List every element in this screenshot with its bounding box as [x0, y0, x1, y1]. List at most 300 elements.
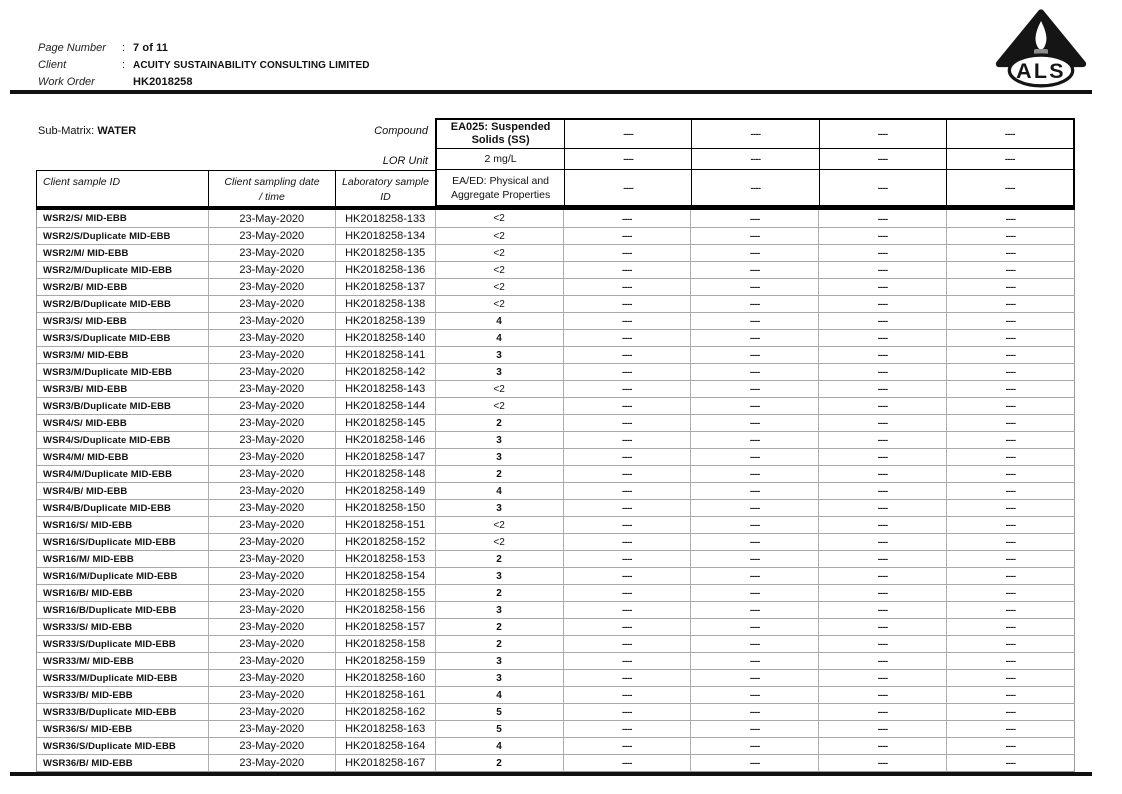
lor-unit-label: LOR Unit: [382, 155, 428, 167]
client-sample-id: WSR3/S/ MID-EBB: [37, 313, 209, 329]
sampling-date: 23-May-2020: [209, 551, 336, 567]
empty-result: ----: [819, 500, 947, 516]
empty-result: ----: [947, 500, 1075, 516]
empty-result: ----: [947, 534, 1075, 550]
sampling-date: 23-May-2020: [209, 500, 336, 516]
client-sample-id: WSR4/B/ MID-EBB: [37, 483, 209, 499]
sub-matrix-label: Sub-Matrix:: [38, 125, 95, 137]
lab-sample-id: HK2018258-167: [336, 755, 436, 771]
empty-result: ----: [691, 585, 819, 601]
empty-result: ----: [691, 517, 819, 533]
client-label: Client: [38, 59, 67, 71]
lab-sample-id: HK2018258-153: [336, 551, 436, 567]
svg-text:ALS: ALS: [1016, 58, 1066, 83]
empty-result: ----: [691, 466, 819, 482]
work-order-value: HK2018258: [133, 76, 193, 88]
lab-sample-id: HK2018258-158: [336, 636, 436, 652]
client-value: ACUITY SUSTAINABILITY CONSULTING LIMITED: [133, 60, 370, 71]
empty-result: ----: [564, 415, 692, 431]
empty-result: ----: [947, 313, 1075, 329]
empty-result: ----: [691, 704, 819, 720]
compound-label: Compound: [374, 125, 428, 137]
sampling-date: 23-May-2020: [209, 738, 336, 754]
client-sample-id: WSR2/S/ MID-EBB: [37, 210, 209, 227]
client-sample-id: WSR36/B/ MID-EBB: [37, 755, 209, 771]
empty-result: ----: [819, 755, 947, 771]
empty-result: ----: [564, 313, 692, 329]
ss-value: <2: [436, 210, 564, 227]
sampling-date: 23-May-2020: [209, 483, 336, 499]
sampling-date: 23-May-2020: [209, 721, 336, 737]
table-row: [37, 584, 1075, 601]
empty-result: ----: [819, 534, 947, 550]
sampling-date: 23-May-2020: [209, 687, 336, 703]
empty-result: ----: [691, 636, 819, 652]
empty-result: ----: [947, 398, 1075, 414]
empty-result: ----: [819, 381, 947, 397]
empty-result: ----: [564, 245, 692, 261]
empty-result: ----: [819, 228, 947, 244]
empty-result: ----: [947, 432, 1075, 448]
sampling-date: 23-May-2020: [209, 381, 336, 397]
empty-result: ----: [564, 568, 692, 584]
empty-result: ----: [947, 228, 1075, 244]
empty-result: ----: [564, 466, 692, 482]
sampling-date: 23-May-2020: [209, 415, 336, 431]
lab-sample-id: HK2018258-139: [336, 313, 436, 329]
sampling-date: 23-May-2020: [209, 568, 336, 584]
empty-result: ----: [564, 483, 692, 499]
empty-result: ----: [947, 245, 1075, 261]
header-rule: [10, 90, 1092, 94]
empty-result: ----: [819, 296, 947, 312]
lab-sample-id: HK2018258-143: [336, 381, 436, 397]
client-sample-id: WSR16/M/ MID-EBB: [37, 551, 209, 567]
page-header: [38, 40, 370, 91]
empty-result: ----: [691, 210, 819, 227]
lab-sample-id: HK2018258-135: [336, 245, 436, 261]
empty-result: ----: [819, 279, 947, 295]
empty-result: ----: [691, 279, 819, 295]
empty-result: ----: [564, 330, 692, 346]
table-row: [37, 380, 1075, 397]
empty-result: ----: [947, 653, 1075, 669]
sampling-date: 23-May-2020: [209, 432, 336, 448]
table-row: [37, 482, 1075, 499]
client-sample-id: WSR3/M/ MID-EBB: [37, 347, 209, 363]
ss-value: 2: [436, 619, 564, 635]
empty-result: ----: [691, 398, 819, 414]
sampling-date: 23-May-2020: [209, 704, 336, 720]
table-row: [37, 346, 1075, 363]
empty-result: ----: [564, 228, 692, 244]
table-row: [37, 448, 1075, 465]
empty-result: ----: [819, 398, 947, 414]
table-row: [37, 431, 1075, 448]
table-body: [36, 210, 1075, 772]
work-order-row: [38, 74, 370, 91]
empty-result: ----: [691, 687, 819, 703]
sampling-date: 23-May-2020: [209, 228, 336, 244]
client-sample-id: WSR33/S/ MID-EBB: [37, 619, 209, 635]
empty-result: ----: [819, 432, 947, 448]
empty-result: ----: [819, 738, 947, 754]
empty-result: ----: [564, 347, 692, 363]
client-sample-id: WSR33/B/ MID-EBB: [37, 687, 209, 703]
lab-sample-id: HK2018258-144: [336, 398, 436, 414]
col-client-sample-id: Client sample ID: [36, 170, 208, 207]
empty-result: ----: [691, 534, 819, 550]
ss-value: <2: [436, 534, 564, 550]
empty-result: ----: [564, 432, 692, 448]
empty-result: ----: [564, 296, 692, 312]
empty-result: ----: [947, 449, 1075, 465]
lor-unit-empty: ----: [946, 148, 1073, 169]
empty-result: ----: [564, 755, 692, 771]
sampling-date: 23-May-2020: [209, 279, 336, 295]
empty-result: ----: [564, 517, 692, 533]
empty-result: ----: [819, 687, 947, 703]
lab-sample-id: HK2018258-148: [336, 466, 436, 482]
empty-result: ----: [819, 585, 947, 601]
empty-result: ----: [564, 279, 692, 295]
empty-result: ----: [691, 551, 819, 567]
ss-value: 3: [436, 500, 564, 516]
client-sample-id: WSR4/B/Duplicate MID-EBB: [37, 500, 209, 516]
sampling-date: 23-May-2020: [209, 755, 336, 771]
empty-result: ----: [819, 210, 947, 227]
method-line1: EA/ED: Physical and: [452, 174, 550, 187]
table-row: [37, 227, 1075, 244]
client-sample-id: WSR3/B/Duplicate MID-EBB: [37, 398, 209, 414]
lor-unit-empty: ----: [819, 148, 946, 169]
empty-result: ----: [819, 619, 947, 635]
footer-rule: [10, 772, 1092, 776]
empty-result: ----: [819, 262, 947, 278]
client-sample-id: WSR4/S/ MID-EBB: [37, 415, 209, 431]
empty-result: ----: [564, 670, 692, 686]
empty-result: ----: [691, 602, 819, 618]
empty-result: ----: [691, 415, 819, 431]
sampling-date: 23-May-2020: [209, 330, 336, 346]
empty-result: ----: [691, 670, 819, 686]
ss-value: <2: [436, 398, 564, 414]
lab-sample-id: HK2018258-146: [336, 432, 436, 448]
empty-result: ----: [819, 568, 947, 584]
page-number-value: 7 of 11: [133, 42, 168, 54]
empty-result: ----: [819, 704, 947, 720]
empty-result: ----: [691, 500, 819, 516]
compound-title-line1: EA025: Suspended: [450, 121, 551, 133]
table-row: [37, 414, 1075, 431]
table-row: [37, 686, 1075, 703]
empty-result: ----: [819, 415, 947, 431]
ss-value: 3: [436, 653, 564, 669]
empty-result: ----: [947, 517, 1075, 533]
table-row: [37, 397, 1075, 414]
empty-result: ----: [947, 210, 1075, 227]
table-row: [37, 550, 1075, 567]
table-row: [37, 329, 1075, 346]
table-row: [37, 601, 1075, 618]
ss-value: <2: [436, 279, 564, 295]
client-sample-id: WSR36/S/Duplicate MID-EBB: [37, 738, 209, 754]
compound-title-empty: ----: [819, 120, 946, 148]
client-sample-id: WSR3/B/ MID-EBB: [37, 381, 209, 397]
empty-result: ----: [691, 449, 819, 465]
lab-sample-id: HK2018258-150: [336, 500, 436, 516]
empty-result: ----: [564, 381, 692, 397]
ss-value: 2: [436, 415, 564, 431]
empty-result: ----: [564, 721, 692, 737]
empty-result: ----: [564, 738, 692, 754]
client-sample-id: WSR33/M/Duplicate MID-EBB: [37, 670, 209, 686]
sampling-date: 23-May-2020: [209, 619, 336, 635]
method-line2: Aggregate Properties: [450, 188, 551, 201]
empty-result: ----: [819, 364, 947, 380]
table-row: [37, 244, 1075, 261]
ss-value: 3: [436, 568, 564, 584]
empty-result: ----: [947, 619, 1075, 635]
empty-result: ----: [691, 432, 819, 448]
lab-sample-id: HK2018258-138: [336, 296, 436, 312]
empty-result: ----: [947, 466, 1075, 482]
empty-result: ----: [564, 364, 692, 380]
empty-result: ----: [691, 653, 819, 669]
als-logo-icon: [994, 8, 1088, 90]
compound-title-empty: ----: [564, 120, 691, 148]
table-row: [37, 363, 1075, 380]
table-row: [37, 516, 1075, 533]
empty-result: ----: [947, 755, 1075, 771]
empty-result: ----: [564, 398, 692, 414]
ss-value: <2: [436, 262, 564, 278]
table-row: [37, 635, 1075, 652]
col-lab-sample-line2: ID: [380, 191, 391, 203]
method-empty: ----: [819, 169, 946, 205]
lab-sample-id: HK2018258-155: [336, 585, 436, 601]
empty-result: ----: [819, 449, 947, 465]
empty-result: ----: [947, 279, 1075, 295]
lab-sample-id: HK2018258-142: [336, 364, 436, 380]
lor-unit-empty: ----: [691, 148, 818, 169]
table-row: [37, 652, 1075, 669]
col-sampling-date-line1: Client sampling date: [224, 176, 320, 188]
table-row: [37, 312, 1075, 329]
client-sample-id: WSR2/M/ MID-EBB: [37, 245, 209, 261]
empty-result: ----: [947, 636, 1075, 652]
empty-result: ----: [947, 687, 1075, 703]
lab-sample-id: HK2018258-136: [336, 262, 436, 278]
client-sample-id: WSR4/M/Duplicate MID-EBB: [37, 466, 209, 482]
empty-result: ----: [564, 687, 692, 703]
client-sample-id: WSR16/B/ MID-EBB: [37, 585, 209, 601]
results-table: [36, 118, 1075, 772]
sampling-date: 23-May-2020: [209, 534, 336, 550]
client-sample-id: WSR3/S/Duplicate MID-EBB: [37, 330, 209, 346]
lab-sample-id: HK2018258-156: [336, 602, 436, 618]
empty-result: ----: [947, 568, 1075, 584]
ss-value: 2: [436, 585, 564, 601]
lab-sample-id: HK2018258-161: [336, 687, 436, 703]
empty-result: ----: [819, 517, 947, 533]
lab-sample-id: HK2018258-145: [336, 415, 436, 431]
compound-header-grid: [435, 118, 1075, 207]
col-sampling-date-line2: / time: [259, 191, 285, 203]
sampling-date: 23-May-2020: [209, 602, 336, 618]
ss-value: 3: [436, 602, 564, 618]
empty-result: ----: [564, 551, 692, 567]
lab-sample-id: HK2018258-140: [336, 330, 436, 346]
client-sample-id: WSR4/S/Duplicate MID-EBB: [37, 432, 209, 448]
client-row: [38, 57, 370, 74]
client-sample-id: WSR4/M/ MID-EBB: [37, 449, 209, 465]
empty-result: ----: [691, 483, 819, 499]
ss-value: 5: [436, 704, 564, 720]
lab-sample-id: HK2018258-162: [336, 704, 436, 720]
sampling-date: 23-May-2020: [209, 670, 336, 686]
lab-sample-id: HK2018258-160: [336, 670, 436, 686]
ss-value: <2: [436, 296, 564, 312]
client-sample-id: WSR16/M/Duplicate MID-EBB: [37, 568, 209, 584]
ss-value: 3: [436, 432, 564, 448]
empty-result: ----: [691, 330, 819, 346]
empty-result: ----: [564, 585, 692, 601]
ss-value: 3: [436, 449, 564, 465]
empty-result: ----: [947, 364, 1075, 380]
column-headers: [36, 170, 435, 207]
empty-result: ----: [947, 738, 1075, 754]
lab-sample-id: HK2018258-141: [336, 347, 436, 363]
empty-result: ----: [564, 449, 692, 465]
empty-result: ----: [947, 347, 1075, 363]
empty-result: ----: [691, 364, 819, 380]
page-number-label: Page Number: [38, 42, 106, 54]
empty-result: ----: [819, 653, 947, 669]
empty-result: ----: [819, 466, 947, 482]
sampling-date: 23-May-2020: [209, 653, 336, 669]
empty-result: ----: [691, 313, 819, 329]
ss-value: 2: [436, 636, 564, 652]
empty-result: ----: [691, 262, 819, 278]
lab-sample-id: HK2018258-147: [336, 449, 436, 465]
compound-title-line2: Solids (SS): [471, 134, 530, 146]
empty-result: ----: [691, 228, 819, 244]
ss-value: 2: [436, 755, 564, 771]
col-lab-sample-line1: Laboratory sample: [342, 176, 429, 188]
ss-value: 4: [436, 738, 564, 754]
ss-value: <2: [436, 245, 564, 261]
method-empty: ----: [946, 169, 1073, 205]
sampling-date: 23-May-2020: [209, 449, 336, 465]
lab-sample-id: HK2018258-159: [336, 653, 436, 669]
table-row: [37, 720, 1075, 737]
empty-result: ----: [564, 210, 692, 227]
empty-result: ----: [691, 755, 819, 771]
empty-result: ----: [819, 330, 947, 346]
work-order-label: Work Order: [38, 76, 95, 88]
empty-result: ----: [819, 483, 947, 499]
client-sample-id: WSR2/M/Duplicate MID-EBB: [37, 262, 209, 278]
lab-sample-id: HK2018258-137: [336, 279, 436, 295]
col-sampling-date: [208, 170, 335, 207]
ss-value: 3: [436, 670, 564, 686]
empty-result: ----: [947, 704, 1075, 720]
ss-value: <2: [436, 381, 564, 397]
ss-value: 2: [436, 466, 564, 482]
compound-title-empty: ----: [946, 120, 1073, 148]
sampling-date: 23-May-2020: [209, 398, 336, 414]
method-empty: ----: [564, 169, 691, 205]
sampling-date: 23-May-2020: [209, 347, 336, 363]
lab-sample-id: HK2018258-163: [336, 721, 436, 737]
lor-unit-ss: 2 mg/L: [437, 148, 564, 169]
ss-value: 3: [436, 364, 564, 380]
empty-result: ----: [564, 619, 692, 635]
compound-title-ss: [437, 120, 564, 148]
empty-result: ----: [947, 602, 1075, 618]
table-row: [37, 567, 1075, 584]
sampling-date: 23-May-2020: [209, 262, 336, 278]
table-row: [37, 669, 1075, 686]
method-ss: [437, 169, 564, 205]
sampling-date: 23-May-2020: [209, 636, 336, 652]
colon: :: [122, 59, 126, 71]
empty-result: ----: [819, 721, 947, 737]
method-empty: ----: [691, 169, 818, 205]
client-sample-id: WSR3/M/Duplicate MID-EBB: [37, 364, 209, 380]
empty-result: ----: [947, 330, 1075, 346]
table-header: [36, 118, 1075, 207]
empty-result: ----: [947, 415, 1075, 431]
table-row: [37, 737, 1075, 754]
sampling-date: 23-May-2020: [209, 585, 336, 601]
ss-value: 4: [436, 687, 564, 703]
empty-result: ----: [691, 738, 819, 754]
lab-sample-id: HK2018258-133: [336, 210, 436, 227]
table-row: [37, 465, 1075, 482]
client-sample-id: WSR33/M/ MID-EBB: [37, 653, 209, 669]
client-sample-id: WSR16/B/Duplicate MID-EBB: [37, 602, 209, 618]
lab-sample-id: HK2018258-154: [336, 568, 436, 584]
empty-result: ----: [819, 670, 947, 686]
empty-result: ----: [564, 534, 692, 550]
sampling-date: 23-May-2020: [209, 210, 336, 227]
lab-sample-id: HK2018258-151: [336, 517, 436, 533]
empty-result: ----: [564, 602, 692, 618]
ss-value: 5: [436, 721, 564, 737]
ss-value: <2: [436, 228, 564, 244]
empty-result: ----: [564, 262, 692, 278]
sampling-date: 23-May-2020: [209, 245, 336, 261]
ss-value: <2: [436, 517, 564, 533]
empty-result: ----: [691, 568, 819, 584]
empty-result: ----: [947, 262, 1075, 278]
empty-result: ----: [947, 483, 1075, 499]
ss-value: 4: [436, 313, 564, 329]
empty-result: ----: [819, 551, 947, 567]
lab-sample-id: HK2018258-164: [336, 738, 436, 754]
empty-result: ----: [819, 636, 947, 652]
empty-result: ----: [691, 381, 819, 397]
sampling-date: 23-May-2020: [209, 466, 336, 482]
empty-result: ----: [564, 636, 692, 652]
empty-result: ----: [947, 670, 1075, 686]
empty-result: ----: [947, 585, 1075, 601]
empty-result: ----: [819, 602, 947, 618]
sampling-date: 23-May-2020: [209, 364, 336, 380]
client-sample-id: WSR33/B/Duplicate MID-EBB: [37, 704, 209, 720]
